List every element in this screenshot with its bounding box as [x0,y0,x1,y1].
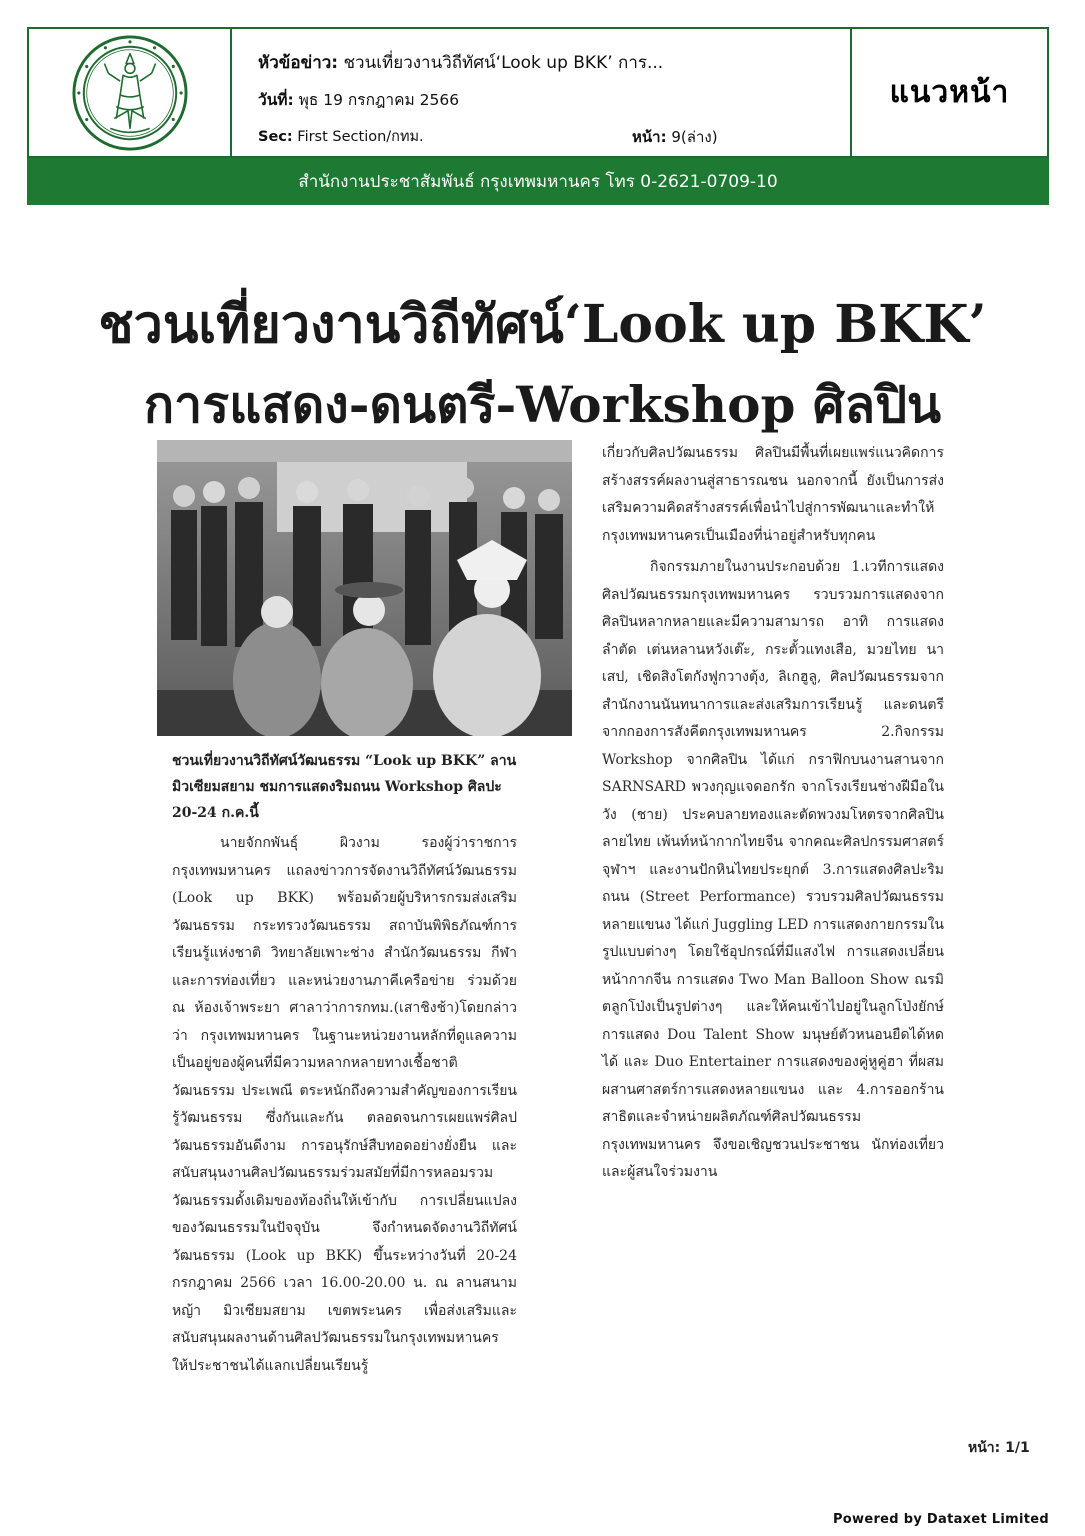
article-column-left [172,830,517,1380]
event-photo-illustration [157,440,572,736]
date-label: วันที่: [258,91,294,109]
date-value: พุธ 19 กรกฎาคม 2566 [298,91,460,109]
page-field [632,125,718,149]
article-paragraph: นายจักกพันธุ์ ผิวงาม รองผู้ว่าราชการกรุงเทพมหานคร แถลงข่าวการจัดงานวิถีทัศน์วัฒนธรรม (Look up BKK) พร้อมด้วยผู้บริหารกรมส่งเสริมวัฒนธรรม กระทรวงวัฒนธรรม สถาบันพิพิธภัณฑ์การเรียนรู้แห่งชาติ วิทยาลัยเพาะช่าง สำนักวัฒนธรรม กีฬาและการท่องเที่ยว และหน่วยงานภาคีเครือข่าย ร่วมด้วย ณ ห้องเจ้าพระยา ศาลาว่าการกทม.(เสาชิงช้า)โดยกล่าวว่า กรุงเทพมหานคร ในฐานะหน่วยงานหลักที่ดูแลความเป็นอยู่ของผู้คนที่มีความหลากหลายทางเชื้อชาติ วัฒนธรรม ประเพณี ตระหนักถึงความสำคัญของการเรียนรู้วัฒนธรรม ซึ่งกันและกัน ตลอดจนการเผยแพร่ศิลปวัฒนธรรมอันดีงาม การอนุรักษ์สืบทอดอย่างยั่งยืน และสนับสนุนงานศิลปวัฒนธรรมร่วมสมัยที่มีการหลอมรวมวัฒนธรรมดั้งเดิมของท้องถิ่นให้เข้ากับ การเปลี่ยนแปลงของวัฒนธรรมในปัจจุบัน จึงกำหนดจัดงานวิถีทัศน์วัฒนธรรม (Look up BKK) ขึ้นระหว่างวันที่ 20-24 กรกฎาคม 2566 เวลา 16.00-20.00 น. ณ ลานสนามหญ้า มิวเซียมสยาม เขตพระนคร เพื่อส่งเสริมและสนับสนุนผลงานด้านศิลปวัฒนธรรมในกรุงเทพมหานคร ให้ประชาชนได้แลกเปลี่ยนเรียนรู้ [172,835,517,1374]
headline-field [258,49,663,76]
article-headline-line2: การแสดง-ดนตรี-Workshop ศิลปิน [143,375,942,434]
article-column-right [602,440,944,1187]
newspaper-name: แนวหน้า [889,75,1010,110]
sec-value: First Section/กทม. [297,129,424,145]
logo-cell [29,29,232,156]
article-photo [157,440,572,736]
article-paragraph: กิจกรรมภายในงานประกอบด้วย 1.เวทีการแสดงศิลปวัฒนธรรมกรุงเทพมหานคร รวบรวมการแสดงจากศิลปินหลากหลายและมีความสามารถ อาทิ การแสดง ลำตัด เต่นหลานหวังเต๊ะ, กระตั้วแทงเสือ, มวยไทย นาเสป, เชิดสิงโตกังฟูกวางตุ้ง, ลิเกฮูลู, ศิลปวัฒนธรรมจากสำนักงานนันทนาการและส่งเสริมการเรียนรู้ และดนตรีจากกองการสังคีตกรุงเทพมหานคร 2.กิจกรรม Workshop จากศิลปิน ได้แก่ กราฟิกบนงานสานจาก SARNSARD พวงกุญแจดอกรัก จากโรงเรียนช่างฝีมือในวัง (ชาย) ประคบลายทองและตัดพวงมโหตรจากศิลปินลายไทย เพ้นท์หน้ากากไทยจีน จากคณะศิลปกรรมศาสตร์ จุฬาฯ และงานปักหินไทยประยุกต์ 3.การแสดงศิลปะริมถนน (Street Performance) รวบรวมศิลปวัฒนธรรม หลายแขนง ได้แก่ Juggling LED การแสดงกายกรรมในรูปแบบต่างๆ โดยใช้อุปกรณ์ที่มีแสงไฟ การแสดงเปลี่ยนหน้ากากจีน การแสดง Two Man Balloon Show ณรมิตลูกโป่งเป็นรูปต่างๆ และให้คนเข้าไปอยู่ในลูกโป่งยักษ์ การแสดง Dou Talent Show มนุษย์ตัวหนอนยืดได้หดได้ และ Duo Entertainer การแสดงของคู่หูคู่ฮา ที่ผสมผสานศาสตร์การแสดงหลายแขนง และ 4.การออกร้านสาธิตและจำหน่ายผลิตภัณฑ์ศิลปวัฒนธรรมกรุงเทพมหานคร จึงขอเชิญชวนประชาชน นักท่องเที่ยว และผู้สนใจร่วมงาน [602,559,944,1180]
date-field [258,87,459,112]
sec-label: Sec: [258,129,293,145]
powered-by: Powered by Dataxet Limited [832,1512,1049,1527]
article-paragraph: เกี่ยวกับศิลปวัฒนธรรม ศิลปินมีพื้นที่เผยแพร่แนวคิดการสร้างสรรค์ผลงานสู่สาธารณชน นอกจากนี้ ยังเป็นการส่งเสริมความคิดสร้างสรรค์เพื่อนำไปสู่การพัฒนาและทำให้กรุงเทพมหานครเป็นเมืองที่น่าอยู่สำหรับทุกคน [602,445,944,544]
newspaper-name-cell [852,29,1047,156]
page-indicator: หน้า: 1/1 [968,1440,1030,1456]
header-info [232,29,852,156]
pr-office-banner: สำนักงานประชาสัมพันธ์ กรุงเทพมหานคร โทร 0-2621-0709-10 [27,158,1049,205]
clipping-header [27,27,1049,158]
photo-caption: ชวนเที่ยวงานวิถีทัศน์วัฒนธรรม “Look up BKK” ลานมิวเซียมสยาม ชมการแสดงริมถนน Workshop ศิลปะ 20-24 ก.ค.นี้ [172,753,517,821]
page-label: หน้า: [632,128,667,146]
bangkok-seal-icon [71,34,189,152]
page-value: 9(ล่าง) [671,128,718,146]
article-headline-line1: ชวนเที่ยวงานวิถีทัศน์‘Look up BKK’ [98,294,987,355]
sec-field [258,125,424,148]
headline-label: หัวข้อข่าว: [258,53,339,73]
headline-value: ชวนเที่ยวงานวิถีทัศน์‘Look up BKK’ การ... [343,53,664,73]
